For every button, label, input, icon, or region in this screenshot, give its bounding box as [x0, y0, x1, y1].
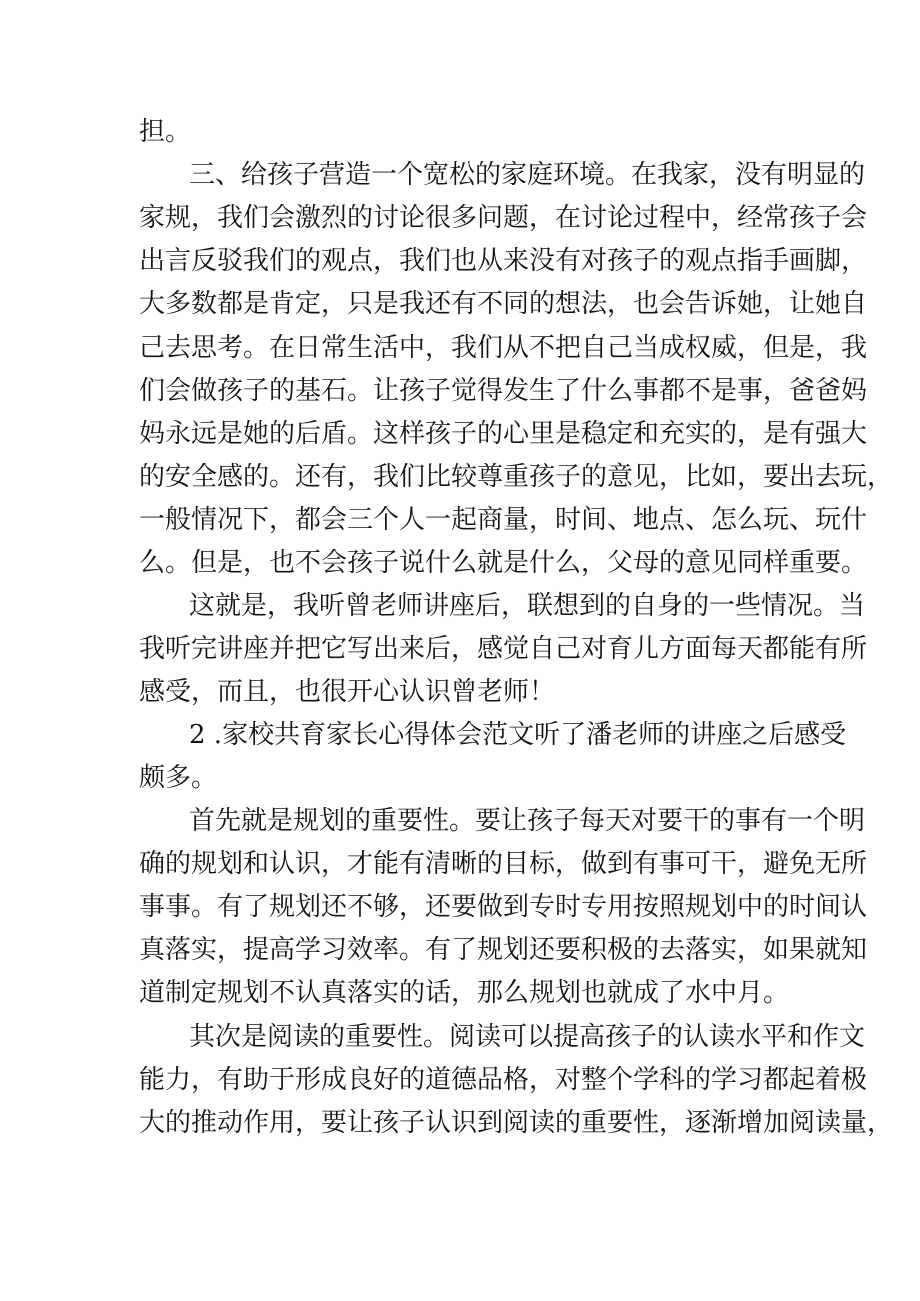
text-line: 这就是，我听曾老师讲座后，联想到的自身的一些情况。当	[189, 591, 866, 621]
text-line: 妈永远是她的后盾。这样孩子的心里是稳定和充实的，是有强大	[139, 419, 868, 449]
text-line: 能力，有助于形成良好的道德品格，对整个学科的学习都起着极	[139, 1065, 868, 1095]
text-line: 颇多。	[139, 763, 218, 793]
text-line: 道制定规划不认真落实的话，那么规划也就成了水中月。	[139, 978, 790, 1008]
text-line: 的安全感的。还有，我们比较尊重孩子的意见，比如，要出去玩，	[139, 462, 894, 492]
text-line: 己去思考。在日常生活中，我们从不把自己当成权威，但是，我	[139, 333, 868, 363]
text-line: 家规，我们会激烈的讨论很多问题，在讨论过程中，经常孩子会	[139, 203, 868, 233]
text-line: 其次是阅读的重要性。阅读可以提高孩子的认读水平和作文	[189, 1022, 866, 1052]
text-line: 一般情况下，都会三个人一起商量，时间、地点、怎么玩、玩什	[139, 505, 868, 535]
text-line: 首先就是规划的重要性。要让孩子每天对要干的事有一个明	[189, 806, 866, 836]
text-line: 我听完讲座并把它写出来后，感觉自己对育儿方面每天都能有所	[139, 634, 868, 664]
text-line: 么。但是，也不会孩子说什么就是什么，父母的意见同样重要。	[139, 548, 868, 578]
text-line: 事事。有了规划还不够，还要做到专时专用按照规划中的时间认	[139, 892, 868, 922]
text-line: 大的推动作用，要让孩子认识到阅读的重要性，逐渐增加阅读量，	[139, 1108, 894, 1138]
text-line: 三、给孩子营造一个宽松的家庭环境。在我家，没有明显的	[189, 160, 866, 190]
text-line: 感受，而且，也很开心认识曾老师！	[139, 677, 556, 707]
text-line: 出言反驳我们的观点，我们也从来没有对孩子的观点指手画脚，	[139, 246, 868, 276]
text-line: 2 .家校共育家长心得体会范文听了潘老师的讲座之后感受	[189, 720, 847, 750]
text-line: 们会做孩子的基石。让孩子觉得发生了什么事都不是事，爸爸妈	[139, 376, 868, 406]
text-line: 大多数都是肯定，只是我还有不同的想法，也会告诉她，让她自	[139, 289, 868, 319]
text-line: 真落实，提高学习效率。有了规划还要积极的去落实，如果就知	[139, 935, 868, 965]
text-line: 担。	[139, 117, 192, 147]
text-line: 确的规划和认识，才能有清晰的目标，做到有事可干，避免无所	[139, 849, 868, 879]
